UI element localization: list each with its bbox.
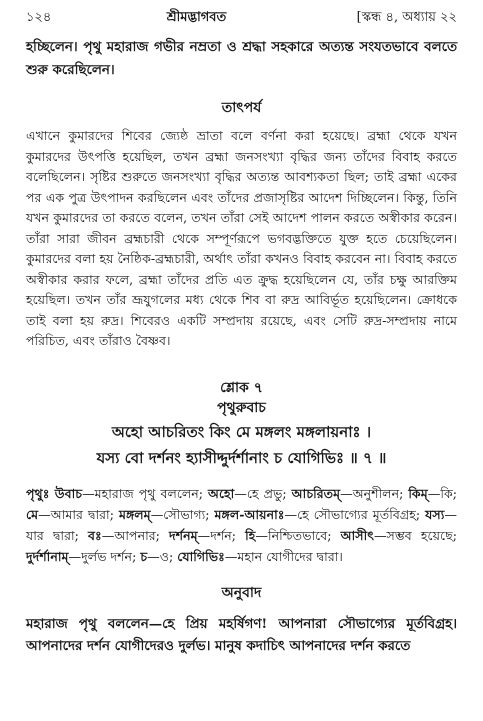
synonym-item: মঙ্গল-আয়নাঃ—হে সৌভাগ্যের মূর্তবিগ্রহ; [214, 506, 421, 522]
translation-text: মহারাজ পৃথু বললেন—হে প্রিয় মহর্ষিগণ! আপনারা সৌভাগ্যের মূর্তবিগ্রহ। আপনাদের দর্শন যোগীদেরও দুর্লভ। মানুষ কদাচিৎ আপনাদের দর্শন করতে [26, 615, 457, 654]
synonym-meaning: সম্ভব হয়েছে; [386, 527, 457, 543]
chapter-reference: [স্কন্ধ ৪, অধ্যায় ২২ [356, 10, 457, 25]
synonym-meaning: দর্শন; [210, 527, 237, 543]
page-number: ১২৪ [26, 10, 52, 25]
synonym-meaning: দুর্লভ দর্শন; [81, 548, 137, 564]
synonym-item: চ—ও; [140, 548, 174, 564]
synonym-meaning: অনুশীলন; [352, 485, 404, 501]
synonym-term: অহো [208, 485, 235, 501]
translation-heading: অনুবাদ [221, 584, 262, 601]
purport-heading: তাৎপর্য [221, 100, 262, 116]
synonym-term: দুর্দর্শানাম্ [26, 548, 69, 564]
synonym-meaning: নিশ্চিতভাবে; [267, 527, 332, 543]
synonym-term: বঃ [88, 527, 102, 543]
synonym-term: চ [140, 548, 148, 564]
synonym-item: বঃ—আপনার; [88, 527, 160, 543]
synonym-item: হি—নিশ্চিতভাবে; [245, 527, 332, 543]
synonym-term: মঙ্গল-আয়নাঃ [214, 506, 285, 522]
synonym-term: আসীৎ [340, 527, 374, 543]
synonym-meaning: মহারাজ পৃথু বললেন; [94, 485, 204, 501]
synonym-item: আসীৎ—সম্ভব হয়েছে; [340, 527, 457, 543]
synonym-item: দুর্দর্শানাম্—দুর্লভ দর্শন; [26, 548, 137, 564]
page-header [26, 8, 457, 30]
synonym-item: যোগিভিঃ—মহান যোগীদের দ্বারা। [177, 548, 343, 564]
purport-text: এখানে কুমারদের শিবের জ্যেষ্ঠ ভ্রাতা বলে বর্ণনা করা হয়েছে। ব্রহ্মা থেকে যখন কুমারদের উৎপত্তি হয়েছিল, তখন ব্রহ্মা জনসংখ্যা বৃদ্ধির জন্য তাঁদের বিবাহ করতে বলেছিলেন। সৃষ্টির শুরুতে জনসংখ্যা বৃদ্ধির অত্যন্ত আবশ্যকতা ছিল; তাই ব্রহ্মা একের পর এক পুত্র উৎপাদন করছিলেন এবং তাঁদের প্রজাসৃষ্টির আদেশ দিচ্ছিলেন। কিন্তু, তিনি যখন কুমারদের তা করতে বলেন, তখন তাঁরা সেই আদেশ পালন করতে অস্বীকার করেন। তাঁরা সারা জীবন ব্রহ্মচারী থেকে সম্পূর্ণরূপে ভগবদ্ভক্তিতে যুক্ত হতে চেয়েছিলেন। কুমারদের বলা হয় নৈষ্ঠিক-ব্রহ্মচারী, অর্থাৎ তাঁরা কখনও বিবাহ করবেন না। বিবাহ করতে অস্বীকার করার ফলে, ব্রহ্মা তাঁদের প্রতি এত ক্রুদ্ধ হয়েছিলেন যে, তাঁর চক্ষু আরক্তিম হয়েছিল। তখন তাঁর ভ্রূযুগলের মধ্য থেকে শিব বা রুদ্র আবির্ভূত হয়েছিলেন। ক্রোধকে তাই বলা হয় রুদ্র। শিবেরও একটি সম্প্রদায় রয়েছে, এবং সেটি রুদ্র-সম্প্রদায় নামে পরিচিত, এবং তাঁরাও বৈষ্ণব। [26, 128, 457, 348]
synonym-term: পৃথুঃ উবাচ [26, 485, 83, 501]
synonym-term: মঙ্গলম্ [118, 506, 151, 522]
synonym-term: যস্য [425, 506, 445, 522]
synonym-meaning: আপনার; [114, 527, 160, 543]
book-title: শ্রীমদ্ভাগবত [166, 10, 227, 25]
intro-paragraph: হচ্ছিলেন। পৃথু মহারাজ গভীর নম্রতা ও শ্রদ্ধা সহকারে অত্যন্ত সংযতভাবে বলতে শুরু করেছিলেন। [26, 39, 457, 78]
synonym-item: মঙ্গলম্—সৌভাগ্য; [118, 506, 210, 522]
synonym-term: যোগিভিঃ [177, 548, 225, 564]
synonym-meaning: হে সৌভাগ্যের মূর্তবিগ্রহ; [297, 506, 421, 522]
synonym-item: আচরিতম্—অনুশীলন; [291, 485, 404, 501]
synonym-term: মে [26, 506, 39, 522]
synonym-meaning: আমার দ্বারা; [50, 506, 114, 522]
synonym-item: পৃথুঃ উবাচ—মহারাজ পৃথু বললেন; [26, 485, 204, 501]
synonym-item: অহো—হে প্রভু; [208, 485, 287, 501]
synonym-meaning: সৌভাগ্য; [163, 506, 210, 522]
synonym-meaning: মহান যোগীদের দ্বারা। [237, 548, 343, 564]
synonym-term: কিম্ [408, 485, 428, 501]
synonym-term: হি [245, 527, 256, 543]
synonym-item: দর্শনম্—দর্শন; [169, 527, 237, 543]
synonym-meaning: যার দ্বারা; [26, 527, 79, 543]
verse-label: শ্লোক ৭ [220, 379, 263, 396]
synonym-item: মে—আমার দ্বারা; [26, 506, 114, 522]
synonym-term: আচরিতম্ [291, 485, 341, 501]
synonym-term: দর্শনম্ [169, 527, 198, 543]
synonyms-block [26, 483, 457, 567]
verse-line-1: অহো আচরিতং কিং মে মঙ্গলং মঙ্গলায়নাঃ । [111, 422, 372, 441]
synonym-meaning: ও; [159, 548, 174, 564]
synonym-meaning: কি; [440, 485, 458, 501]
synonym-item: কিম্—কি; [408, 485, 458, 501]
synonym-item: যস্য—যার দ্বারা; [26, 506, 457, 543]
verse-line-2: যস্য বো দর্শনং হ্যাসীদ্দুর্দর্শানাং চ যোগিভিঃ ॥ ৭ ॥ [96, 448, 387, 467]
verse-speaker: পৃথুরুবাচ [217, 399, 266, 416]
synonym-meaning: হে প্রভু; [246, 485, 287, 501]
